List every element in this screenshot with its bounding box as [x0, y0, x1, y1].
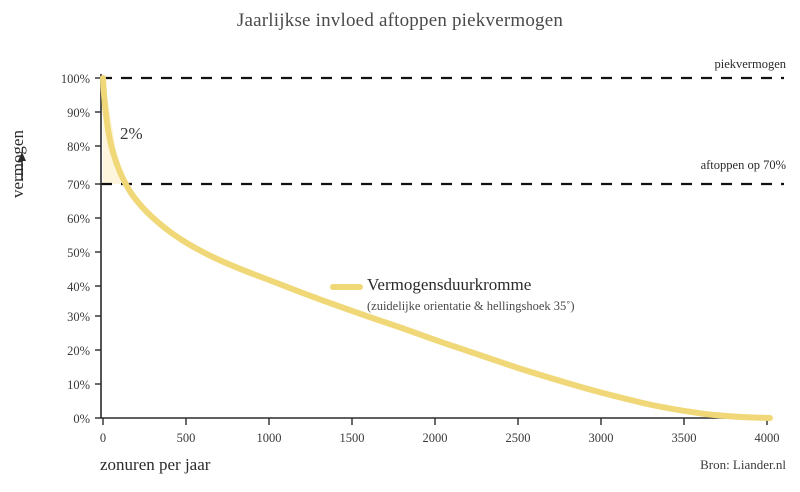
- y-axis-label: vermogen: [8, 130, 27, 198]
- y-tick-label: 100%: [60, 72, 90, 86]
- x-tick-label: 3500: [671, 431, 697, 445]
- legend-title: Vermogensduurkromme: [367, 275, 532, 294]
- x-tick-label: 2000: [422, 431, 448, 445]
- annotation-piekvermogen: piekvermogen: [714, 57, 786, 71]
- source-note: Bron: Liander.nl: [700, 457, 786, 472]
- x-tick-label: 2500: [505, 431, 531, 445]
- annotation-2-percent: 2%: [120, 124, 143, 143]
- legend-subtitle: (zuidelijke orientatie & hellingshoek 35˚): [367, 299, 575, 313]
- y-tick-label: 30%: [67, 310, 90, 324]
- y-tick-label: 40%: [67, 280, 90, 294]
- y-tick-label: 60%: [67, 212, 90, 226]
- x-tick-label: 500: [176, 431, 196, 445]
- x-tick-marks: [103, 418, 767, 425]
- y-tick-label: 50%: [67, 246, 90, 260]
- y-tick-label: 10%: [67, 378, 90, 392]
- y-tick-label: 80%: [67, 140, 90, 154]
- x-tick-label: 4000: [754, 431, 780, 445]
- x-tick-label: 0: [99, 431, 107, 445]
- series-line-vermogensduurkromme: [103, 78, 770, 418]
- x-tick-label: 1500: [339, 431, 365, 445]
- annotation-aftoppen-70: aftoppen op 70%: [700, 158, 786, 172]
- x-tick-label: 1000: [256, 431, 282, 445]
- y-tick-label: 90%: [67, 106, 90, 120]
- y-tick-label: 0%: [73, 412, 90, 426]
- y-tick-label: 70%: [67, 178, 90, 192]
- x-axis-label: zonuren per jaar: [100, 455, 211, 474]
- y-tick-marks: [95, 78, 101, 418]
- y-tick-label: 20%: [67, 344, 90, 358]
- x-tick-label: 3000: [588, 431, 614, 445]
- chart-title: Jaarlijkse invloed aftoppen piekvermogen: [236, 10, 564, 31]
